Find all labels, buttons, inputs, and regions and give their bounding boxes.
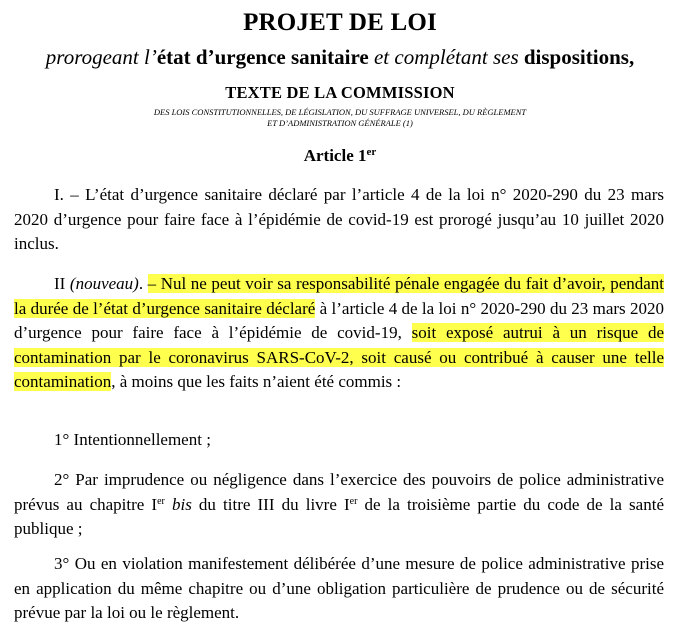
highlighted-text: – Nul ne peut voir sa responsabilité pénale engagée du fait d’avoir, pendant la durée de l’état d’urgence sanitaire déclaré [14, 274, 665, 318]
paragraph-text: 2° Par imprudence ou négligence dans l’exercice des pouvoirs de police administrative prévus au chapitre I [14, 470, 664, 514]
paragraph-text: . [138, 274, 148, 293]
paragraph-text [165, 495, 172, 514]
bill-subtitle [0, 44, 680, 70]
nouveau-label: (nouveau) [69, 274, 139, 293]
paragraph-item-1 [14, 428, 664, 453]
subtitle-part: dispositions [523, 45, 629, 69]
superscript: er [349, 495, 358, 507]
paragraph-text: de la troisième partie du code de la santé publique ; [14, 494, 664, 538]
paragraph-text: I. – L’état d’urgence sanitaire déclaré par l’article 4 de la loi n° 2020-290 du 23 mars 2020 d’urgence pour faire face à l’épidémie de covid-19 est prorogé jusqu’au 10 juillet 2020 inclus. [14, 185, 664, 253]
subtitle-part: , [628, 45, 635, 69]
paragraph-text: à l’article 4 de la loi n° 2020-290 du 23 mars 2020 d’urgence pour faire face à l’épidémie de covid-19, [14, 298, 664, 342]
commission-text-heading: TEXTE DE LA COMMISSION [225, 83, 455, 102]
subtitle-part: prorogeant l’ [45, 45, 157, 69]
subtitle-part: état d’ [156, 45, 215, 69]
paragraph-text: II [54, 274, 70, 293]
article-label: Article 1 [303, 146, 367, 165]
paragraph-text: du titre III du livre I [191, 494, 350, 514]
subtitle-part: urgence sanitaire [214, 45, 369, 69]
article-heading [0, 144, 680, 168]
paragraph-i [14, 183, 664, 257]
superscript: er [157, 495, 165, 507]
highlighted-text: soit exposé autrui à un risque de contamination par le coronavirus SARS-CoV-2, soit causé ou contribué à causer une telle contamination [14, 323, 664, 391]
bill-title: PROJET DE LOI [243, 9, 437, 36]
paragraph-text: 1° Intentionnellement ; [54, 430, 211, 449]
subtitle-part: et complétant ses [368, 45, 524, 69]
paragraph-text: 3° Ou en violation manifestement délibérée d’une mesure de police administrative prise en application du même chapitre ou d’une obligation particulière de prudence ou de sécurité prévue par la loi ou le règlement. [14, 554, 664, 622]
article-superscript: er [366, 146, 377, 158]
paragraph-item-2 [14, 468, 664, 542]
paragraph-item-3 [14, 552, 664, 626]
paragraph-ii [14, 272, 664, 395]
commission-name: DES LOIS CONSTITUTIONNELLES, DE LÉGISLATION, DU SUFFRAGE UNIVERSEL, DU RÈGLEMENT ET D’ADMINISTRATION GÉNÉRALE (1) [153, 107, 527, 128]
paragraph-text: , à moins que les faits n’aient été commis : [111, 372, 402, 391]
bis-label: bis [171, 494, 192, 514]
